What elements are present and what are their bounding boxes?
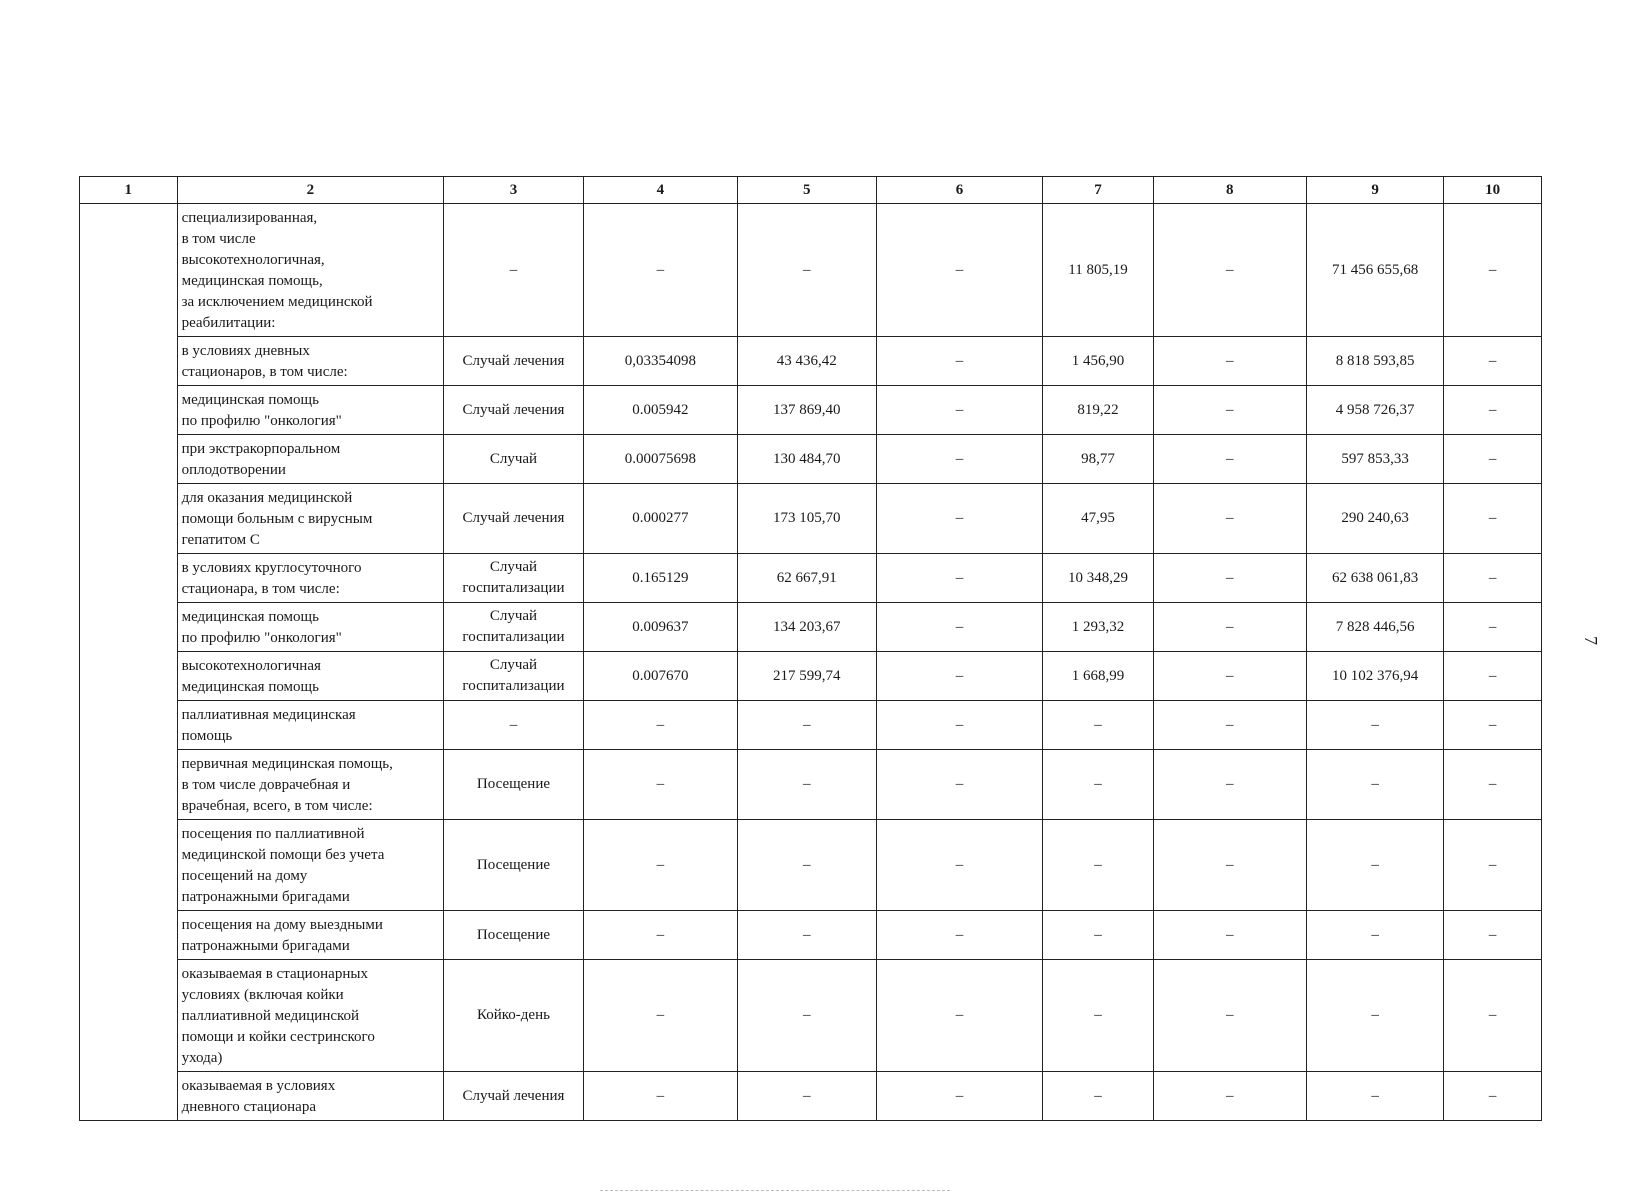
description-line: высокотехнологичная, (181, 252, 325, 268)
header-cell: 9 (1306, 177, 1443, 204)
value-cell: – (444, 701, 584, 750)
value-cell: 8 818 593,85 (1306, 337, 1443, 386)
description-line: за исключением медицинской (181, 294, 373, 310)
value-cell: – (1153, 750, 1306, 820)
value-cell: – (1444, 911, 1542, 960)
description-line: посещений на дому (181, 868, 308, 884)
value-cell: Случай (444, 435, 584, 484)
description-line: посещения по паллиативной (181, 826, 365, 842)
description-line: оплодотворении (181, 462, 286, 478)
value-cell: Случай госпитализации (444, 652, 584, 701)
value-cell: 137 869,40 (738, 386, 877, 435)
description-line: дневного стационара (181, 1099, 317, 1115)
value-cell: – (876, 911, 1043, 960)
description-line: медицинская помощь (181, 392, 319, 408)
value-cell: 10 102 376,94 (1306, 652, 1443, 701)
header-cell: 2 (177, 177, 444, 204)
value-cell: – (738, 960, 877, 1072)
table-row (80, 204, 1542, 337)
value-cell: 597 853,33 (1306, 435, 1443, 484)
row-description (177, 960, 444, 1072)
description-line: помощи больным с вирусным (181, 511, 373, 527)
value-cell: – (1444, 701, 1542, 750)
description-line: медицинская помощь (181, 609, 319, 625)
value-cell: Случай лечения (444, 386, 584, 435)
header-cell: 8 (1153, 177, 1306, 204)
value-cell: – (1043, 960, 1153, 1072)
value-cell: – (1444, 603, 1542, 652)
value-cell: 0.165129 (583, 554, 737, 603)
row-description (177, 386, 444, 435)
description-line: паллиативная медицинская (181, 707, 356, 723)
value-cell: – (876, 484, 1043, 554)
value-cell: – (1153, 484, 1306, 554)
header-cell: 1 (80, 177, 178, 204)
description-line: медицинская помощь (181, 679, 319, 695)
value-cell: 62 638 061,83 (1306, 554, 1443, 603)
value-cell: 290 240,63 (1306, 484, 1443, 554)
description-line: посещения на дому выездными (181, 917, 383, 933)
value-cell: – (738, 204, 877, 337)
description-line: в условиях дневных (181, 343, 310, 359)
footer-scan-mark (600, 1190, 950, 1194)
value-cell: – (1306, 911, 1443, 960)
value-cell: 0.00075698 (583, 435, 737, 484)
value-cell: – (876, 750, 1043, 820)
table-row (80, 337, 1542, 386)
row-description (177, 1072, 444, 1121)
description-line: в том числе доврачебная и (181, 777, 351, 793)
value-cell: 1 456,90 (1043, 337, 1153, 386)
table-row (80, 603, 1542, 652)
value-cell: – (1153, 554, 1306, 603)
description-line: медицинской помощи без учета (181, 847, 385, 863)
value-cell: – (583, 701, 737, 750)
header-cell: 10 (1444, 177, 1542, 204)
header-cell: 5 (738, 177, 877, 204)
table-row (80, 960, 1542, 1072)
value-cell: – (738, 750, 877, 820)
table-body (80, 204, 1542, 1121)
value-cell: – (1444, 386, 1542, 435)
header-row (80, 177, 1542, 204)
value-cell: 98,77 (1043, 435, 1153, 484)
row-description (177, 701, 444, 750)
page-number: 7 (1581, 636, 1601, 645)
value-cell: – (1153, 204, 1306, 337)
description-line: оказываемая в условиях (181, 1078, 336, 1094)
description-line: патронажными бригадами (181, 938, 350, 954)
description-line: стационаров, в том числе: (181, 364, 348, 380)
value-cell: – (1444, 337, 1542, 386)
row-description (177, 911, 444, 960)
value-cell: – (1444, 435, 1542, 484)
value-cell: 173 105,70 (738, 484, 877, 554)
value-cell: – (876, 701, 1043, 750)
value-cell: – (876, 386, 1043, 435)
value-cell: – (1043, 1072, 1153, 1121)
value-cell: Случай госпитализации (444, 554, 584, 603)
value-cell: – (444, 204, 584, 337)
value-cell: 7 828 446,56 (1306, 603, 1443, 652)
value-cell: 0.009637 (583, 603, 737, 652)
description-line: оказываемая в стационарных (181, 966, 368, 982)
value-cell: – (1306, 960, 1443, 1072)
value-cell: – (1444, 652, 1542, 701)
value-cell: – (1153, 603, 1306, 652)
value-cell: – (583, 960, 737, 1072)
value-cell: – (1043, 820, 1153, 911)
value-cell: Посещение (444, 820, 584, 911)
row-description (177, 554, 444, 603)
value-cell: 134 203,67 (738, 603, 877, 652)
description-line: медицинская помощь, (181, 273, 323, 289)
value-cell: 1 668,99 (1043, 652, 1153, 701)
table-row (80, 386, 1542, 435)
value-cell: 130 484,70 (738, 435, 877, 484)
description-line: гепатитом С (181, 532, 260, 548)
value-cell: – (738, 911, 877, 960)
value-cell: – (1444, 960, 1542, 1072)
value-cell: 47,95 (1043, 484, 1153, 554)
value-cell: Случай лечения (444, 484, 584, 554)
value-cell: – (876, 652, 1043, 701)
value-cell: 0.007670 (583, 652, 737, 701)
value-cell: – (876, 820, 1043, 911)
table-row (80, 554, 1542, 603)
table-row (80, 1072, 1542, 1121)
row-description (177, 750, 444, 820)
value-cell: 11 805,19 (1043, 204, 1153, 337)
value-cell: – (1153, 386, 1306, 435)
value-cell: – (1444, 820, 1542, 911)
description-line: паллиативной медицинской (181, 1008, 360, 1024)
value-cell: Случай лечения (444, 1072, 584, 1121)
value-cell: – (1444, 1072, 1542, 1121)
value-cell: – (1043, 911, 1153, 960)
value-cell: – (1444, 204, 1542, 337)
value-cell: – (1153, 960, 1306, 1072)
description-line: врачебная, всего, в том числе: (181, 798, 373, 814)
value-cell: – (583, 204, 737, 337)
value-cell: 819,22 (1043, 386, 1153, 435)
value-cell: – (1153, 337, 1306, 386)
description-line: условиях (включая койки (181, 987, 344, 1003)
row-description (177, 484, 444, 554)
value-cell: – (1153, 652, 1306, 701)
value-cell: – (1153, 435, 1306, 484)
value-cell: – (876, 337, 1043, 386)
value-cell: – (876, 960, 1043, 1072)
value-cell: – (876, 204, 1043, 337)
value-cell: – (1444, 484, 1542, 554)
description-line: ухода) (181, 1050, 223, 1066)
value-cell: – (738, 701, 877, 750)
description-line: по профилю "онкология" (181, 413, 342, 429)
table-row (80, 652, 1542, 701)
description-line: первичная медицинская помощь, (181, 756, 393, 772)
description-line: в условиях круглосуточного (181, 560, 362, 576)
description-line: патронажными бригадами (181, 889, 350, 905)
value-cell: Случай лечения (444, 337, 584, 386)
value-cell: 0.005942 (583, 386, 737, 435)
row-description (177, 337, 444, 386)
value-cell: – (1306, 750, 1443, 820)
value-cell: – (876, 554, 1043, 603)
value-cell: – (583, 1072, 737, 1121)
row-description (177, 435, 444, 484)
description-line: по профилю "онкология" (181, 630, 342, 646)
value-cell: – (1153, 911, 1306, 960)
value-cell: Койко-день (444, 960, 584, 1072)
value-cell: – (1306, 701, 1443, 750)
value-cell: – (583, 750, 737, 820)
header-cell: 4 (583, 177, 737, 204)
value-cell: – (876, 435, 1043, 484)
description-line: помощи и койки сестринского (181, 1029, 375, 1045)
value-cell: – (1444, 554, 1542, 603)
value-cell: – (1153, 1072, 1306, 1121)
value-cell: – (1306, 1072, 1443, 1121)
table-row (80, 435, 1542, 484)
table-row (80, 701, 1542, 750)
value-cell: 4 958 726,37 (1306, 386, 1443, 435)
data-table (79, 176, 1542, 1121)
header-cell: 7 (1043, 177, 1153, 204)
description-line: реабилитации: (181, 315, 276, 331)
table-row (80, 820, 1542, 911)
description-line: при экстракорпоральном (181, 441, 341, 457)
value-cell: 43 436,42 (738, 337, 877, 386)
value-cell: Посещение (444, 911, 584, 960)
value-cell: – (583, 820, 737, 911)
column-1-cell (80, 204, 178, 1121)
description-line: для оказания медицинской (181, 490, 353, 506)
value-cell: 0,03354098 (583, 337, 737, 386)
value-cell: Случай госпитализации (444, 603, 584, 652)
value-cell: – (876, 603, 1043, 652)
value-cell: 62 667,91 (738, 554, 877, 603)
table-row (80, 484, 1542, 554)
value-cell: – (1153, 820, 1306, 911)
row-description (177, 204, 444, 337)
table-row (80, 750, 1542, 820)
value-cell: – (1153, 701, 1306, 750)
description-line: в том числе (181, 231, 256, 247)
header-cell: 3 (444, 177, 584, 204)
table-header (80, 177, 1542, 204)
value-cell: – (583, 911, 737, 960)
table-row (80, 911, 1542, 960)
value-cell: – (738, 1072, 877, 1121)
value-cell: – (1444, 750, 1542, 820)
row-description (177, 820, 444, 911)
description-line: специализированная, (181, 210, 318, 226)
value-cell: – (738, 820, 877, 911)
row-description (177, 652, 444, 701)
value-cell: – (876, 1072, 1043, 1121)
description-line: помощь (181, 728, 233, 744)
value-cell: 71 456 655,68 (1306, 204, 1443, 337)
value-cell: – (1043, 750, 1153, 820)
value-cell: 10 348,29 (1043, 554, 1153, 603)
value-cell: – (1043, 701, 1153, 750)
header-cell: 6 (876, 177, 1043, 204)
value-cell: Посещение (444, 750, 584, 820)
value-cell: 1 293,32 (1043, 603, 1153, 652)
row-description (177, 603, 444, 652)
description-line: высокотехнологичная (181, 658, 321, 674)
value-cell: 0.000277 (583, 484, 737, 554)
value-cell: – (1306, 820, 1443, 911)
description-line: стационара, в том числе: (181, 581, 340, 597)
value-cell: 217 599,74 (738, 652, 877, 701)
